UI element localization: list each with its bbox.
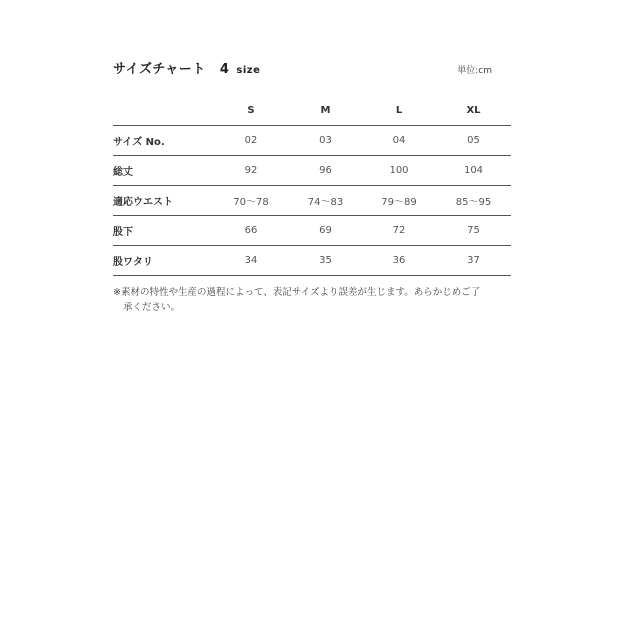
table-cell: 79～89 xyxy=(362,186,436,216)
row-label: 股下 xyxy=(113,216,213,246)
table-row xyxy=(113,156,511,186)
table-cell: 92 xyxy=(213,156,289,186)
table-cell: 70～78 xyxy=(213,186,289,216)
note-line-2: 承ください。 xyxy=(123,302,181,313)
column-header-xl: XL xyxy=(436,96,511,126)
table-cell: 104 xyxy=(436,156,511,186)
size-note xyxy=(113,285,513,315)
table-cell: 72 xyxy=(362,216,436,246)
row-label: 股ワタリ xyxy=(113,246,213,276)
size-word: size xyxy=(236,65,261,76)
table-cell: 34 xyxy=(213,246,289,276)
table-row xyxy=(113,246,511,276)
column-header-blank xyxy=(113,96,213,126)
note-line-1: ※素材の特性や生産の過程によって、表記サイズより誤差が生じます。あらかじめご了 xyxy=(113,287,481,298)
row-label: 総丈 xyxy=(113,156,213,186)
table-row xyxy=(113,126,511,156)
table-cell: 03 xyxy=(289,126,362,156)
column-header-s: S xyxy=(213,96,289,126)
column-header-m: M xyxy=(289,96,362,126)
page-title xyxy=(113,58,260,77)
row-label: 適応ウエスト xyxy=(113,186,213,216)
title-text: サイズチャート xyxy=(113,62,206,77)
table-header-row xyxy=(113,96,511,126)
table-cell: 96 xyxy=(289,156,362,186)
table-cell: 37 xyxy=(436,246,511,276)
unit-label: 単位:cm xyxy=(457,66,492,76)
table-cell: 74～83 xyxy=(289,186,362,216)
table-cell: 75 xyxy=(436,216,511,246)
table-cell: 85～95 xyxy=(436,186,511,216)
column-header-l: L xyxy=(362,96,436,126)
table-cell: 04 xyxy=(362,126,436,156)
table-cell: 66 xyxy=(213,216,289,246)
table-row xyxy=(113,216,511,246)
table-cell: 35 xyxy=(289,246,362,276)
table-row xyxy=(113,186,511,216)
size-chart-table xyxy=(113,96,511,276)
size-count: 4 xyxy=(219,62,230,77)
table-cell: 02 xyxy=(213,126,289,156)
table-cell: 100 xyxy=(362,156,436,186)
row-label: サイズ No. xyxy=(113,126,213,156)
table-cell: 36 xyxy=(362,246,436,276)
table-cell: 69 xyxy=(289,216,362,246)
table-cell: 05 xyxy=(436,126,511,156)
